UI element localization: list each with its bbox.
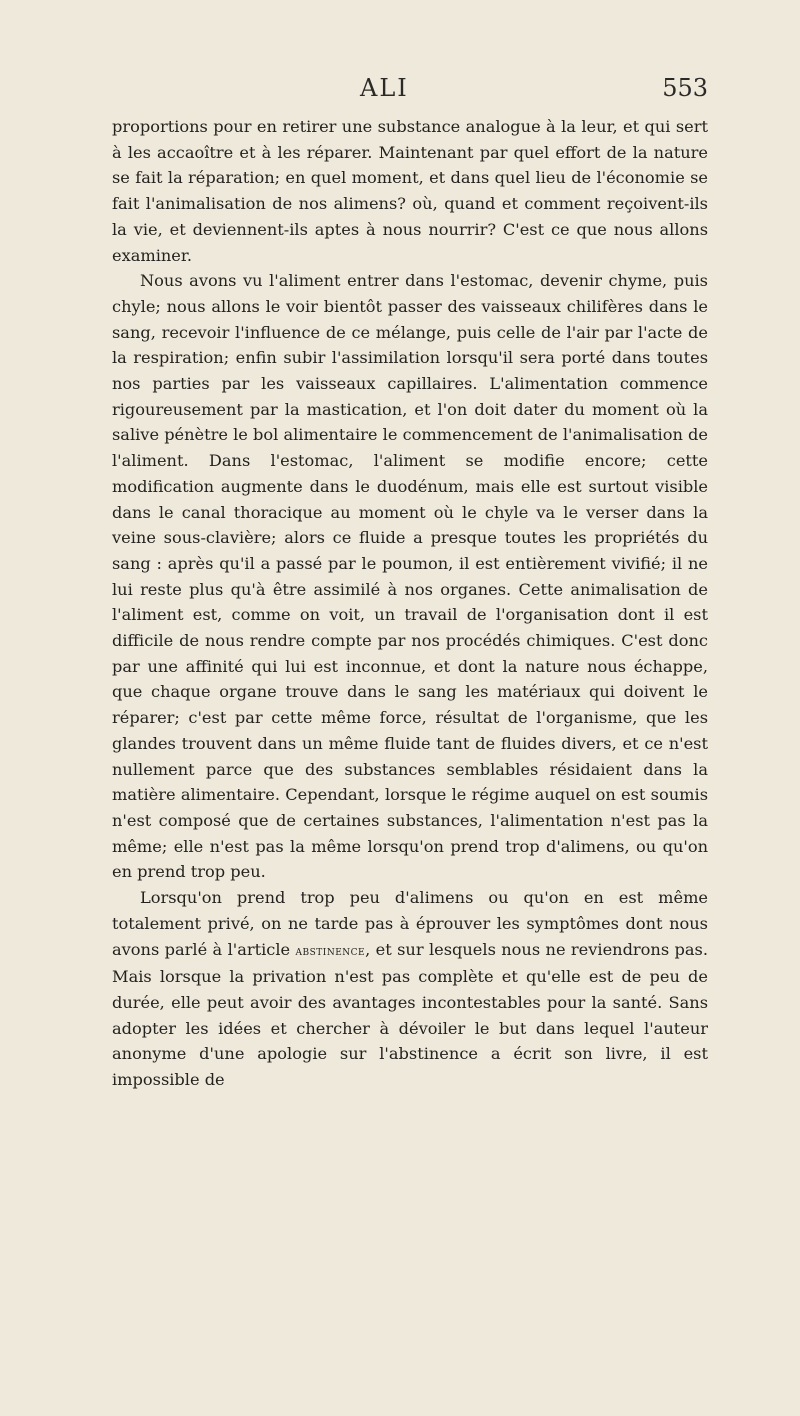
- paragraph-3-end: , et sur lesquels nous ne reviendrons pas. Mais lorsque la privation n'est pas complète et qu'elle est de peu de durée, elle peut avoir des avantages incontestables pour la santé. Sans adopter les idées et chercher à dévoiler le but dans lequel l'auteur anonyme d'une apologie sur l'abstinence a écrit son livre, il est impossible de: [112, 939, 708, 1090]
- body-text: [112, 114, 708, 1093]
- paragraph-3: [112, 885, 708, 1093]
- page-number: 553: [662, 74, 708, 102]
- paragraph-3-start: Lorsqu'on prend trop peu d'alimens ou qu'on en est même totalement privé, on ne tarde pas à éprouver les symptômes dont nous avons parlé à l'article: [112, 888, 708, 959]
- article-reference-abstinence: abstinence: [295, 943, 366, 959]
- running-head-title: ALI: [360, 74, 409, 102]
- paragraph-2: Nous avons vu l'aliment entrer dans l'estomac, devenir chyme, puis chyle; nous allons le voir bientôt passer des vaisseaux chilifères dans le sang, recevoir l'influence de ce mélange, puis celle de l'air par l'acte de la respiration; enfin subir l'assimilation lorsqu'il sera porté dans toutes nos parties par les vaisseaux capillaires. L'alimentation commence rigoureusement par la mastication, et l'on doit dater du moment où la salive pénètre le bol alimentaire le commencement de l'animalisation de l'aliment. Dans l'estomac, l'aliment se modifie encore; cette modification augmente dans le duodénum, mais elle est surtout visible dans le canal thoracique au moment où le chyle va le verser dans la veine sous-clavière; alors ce fluide a presque toutes les propriétés du sang : après qu'il a passé par le poumon, il est entièrement vivifié; il ne lui reste plus qu'à être assimilé à nos organes. Cette animalisation de l'aliment est, comme on voit, un travail de l'organisation dont il est difficile de nous rendre compte par nos procédés chimiques. C'est donc par une affinité qui lui est inconnue, et dont la nature nous échappe, que chaque organe trouve dans le sang les matériaux qui doivent le réparer; c'est par cette même force, résultat de l'organisme, que les glandes trouvent dans un même fluide tant de fluides divers, et ce n'est nullement parce que des substances semblables résidaient dans la matière alimentaire. Cependant, lorsque le régime auquel on est soumis n'est composé que de certaines substances, l'alimentation n'est pas la même; elle n'est pas la même lorsqu'on prend trop d'alimens, ou qu'on en prend trop peu.: [112, 271, 708, 882]
- paragraph-1: proportions pour en retirer une substance analogue à la leur, et qui sert à les accaoître et à les réparer. Maintenant par quel effort de la nature se fait la réparation; en quel moment, et dans quel lieu de l'économie se fait l'animalisation de nos alimens? où, quand et comment reçoivent-ils la vie, et deviennent-ils aptes à nous nourrir? C'est ce que nous allons examiner.: [112, 117, 708, 265]
- running-head: [112, 74, 708, 114]
